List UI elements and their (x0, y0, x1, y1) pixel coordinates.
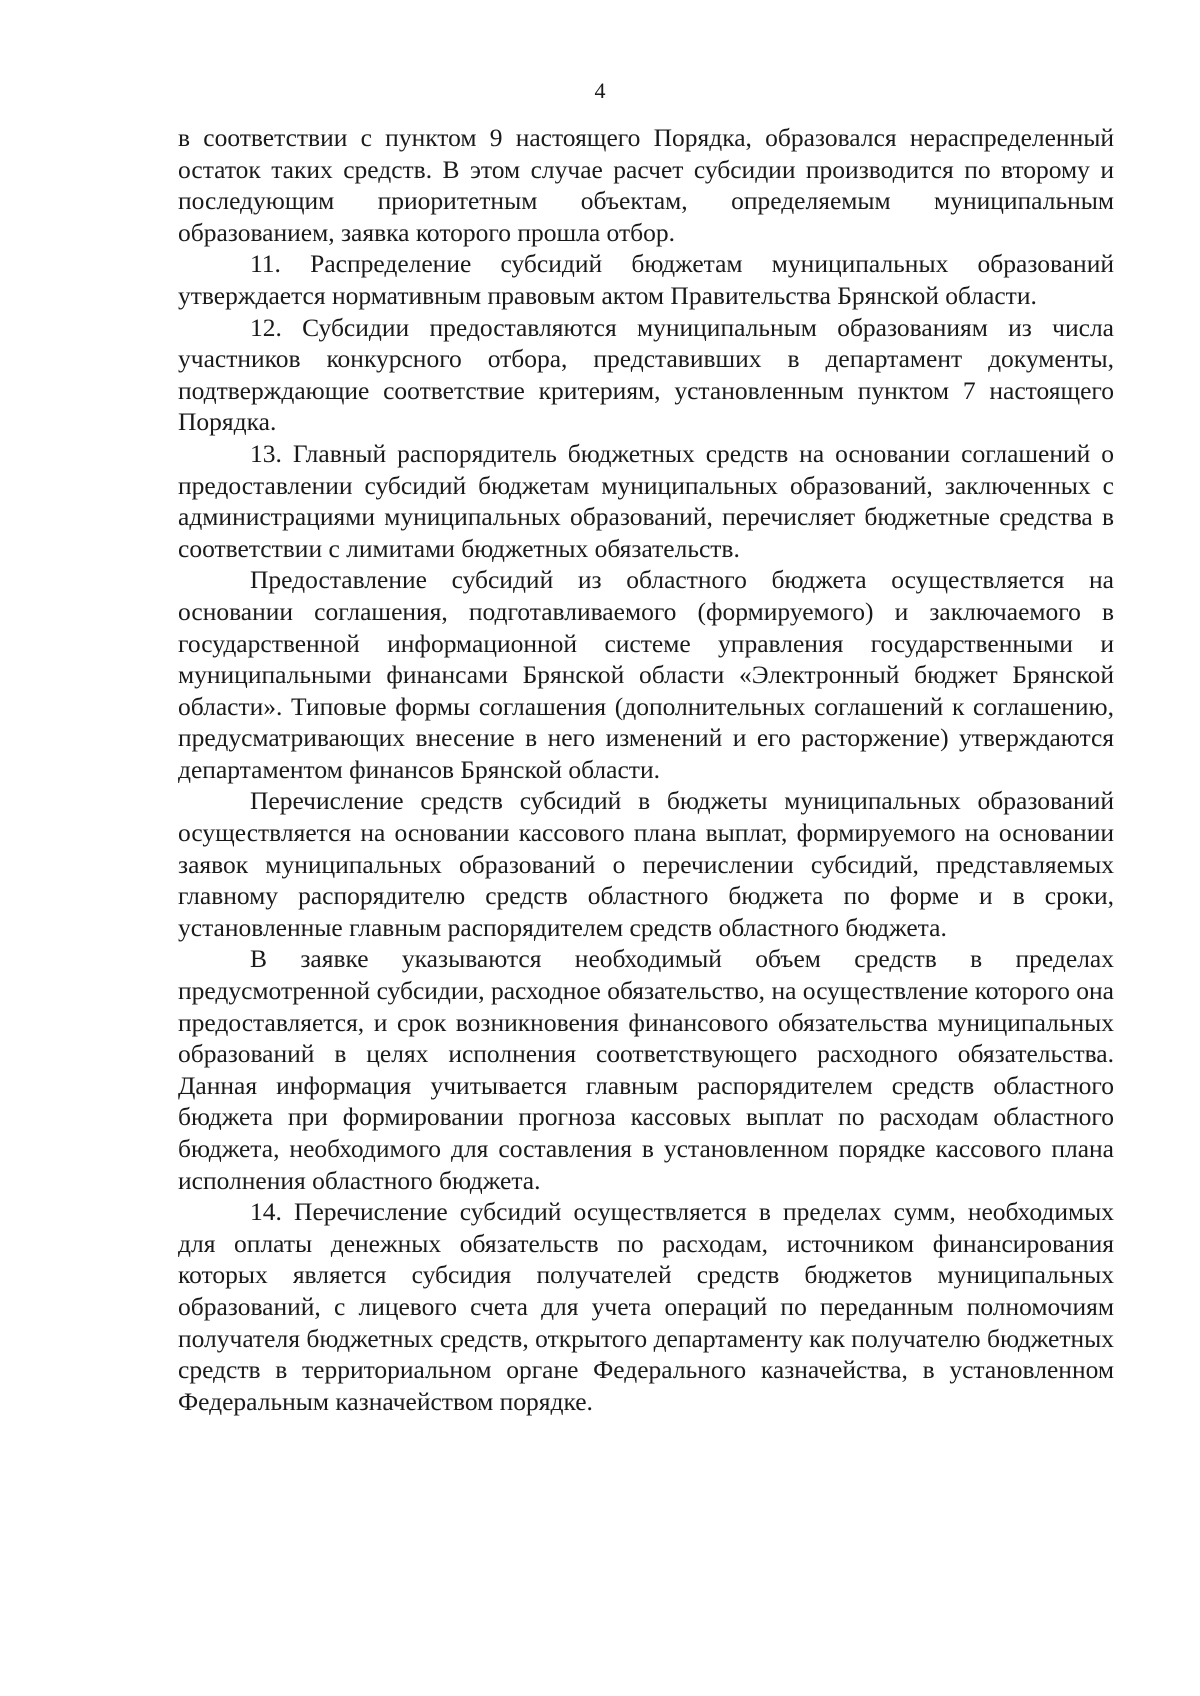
page-number: 4 (594, 78, 606, 103)
paragraph-14: 14. Перечисление субсидий осуществляется в пределах сумм, необходимых для оплаты денежных обязательств по расходам, источником финансирования которых является субсидия получателей средств бюджетов муниципальных образований, с лицевого счета для учета операций по переданным полномочиям получателя бюджетных средств, открытого департаменту как получателю бюджетных средств в территориальном органе Федерального казначейства, в установленном Федеральным казначейством порядке. (178, 1197, 1114, 1416)
paragraph-continued: в соответствии с пунктом 9 настоящего Порядка, образовался нераспределенный остаток таких средств. В этом случае расчет субсидии производится по второму и последующим приоритетным объектам, определяемым муниципальным образованием, заявка которого прошла отбор. (178, 123, 1114, 247)
paragraph-13: 13. Главный распорядитель бюджетных средств на основании соглашений о предоставлении субсидий бюджетам муниципальных образований, заключенных с администрациями муниципальных образований, перечисляет бюджетные средства в соответствии с лимитами бюджетных обязательств. (178, 438, 1114, 563)
paragraph-13-transfer: Перечисление средств субсидий в бюджеты муниципальных образований осуществляется на основании кассового плана выплат, формируемого на основании заявок муниципальных образований о перечислении субсидий, представляемых главному распорядителю средств областного бюджета по форме и в сроки, установленные главным распорядителем средств областного бюджета. (178, 786, 1114, 942)
document-body (178, 122, 1114, 1417)
paragraph-11: 11. Распределение субсидий бюджетам муниципальных образований утверждается нормативным правовым актом Правительства Брянской области. (178, 249, 1114, 310)
paragraph-12: 12. Субсидии предоставляются муниципальным образованиям из числа участников конкурсного отбора, представивших в департамент документы, подтверждающие соответствие критериям, установленным пунктом 7 настоящего Порядка. (178, 312, 1114, 437)
paragraph-13-agreement: Предоставление субсидий из областного бюджета осуществляется на основании соглашения, подготавливаемого (формируемого) и заключаемого в государственной информационной системе управления государственными и муниципальными финансами Брянской области «Электронный бюджет Брянской области». Типовые формы соглашения (дополнительных соглашений к соглашению, предусматривающих внесение в него изменений и его расторжение) утверждаются департаментом финансов Брянской области. (178, 565, 1114, 784)
paragraph-13-request: В заявке указываются необходимый объем средств в пределах предусмотренной субсидии, расходное обязательство, на осуществление которого она предоставляется, и срок возникновения финансового обязательства муниципальных образований в целях исполнения соответствующего расходного обязательства. Данная информация учитывается главным распорядителем средств областного бюджета при формировании прогноза кассовых выплат по расходам областного бюджета, необходимого для составления в установленном порядке кассового плана исполнения областного бюджета. (178, 944, 1114, 1195)
